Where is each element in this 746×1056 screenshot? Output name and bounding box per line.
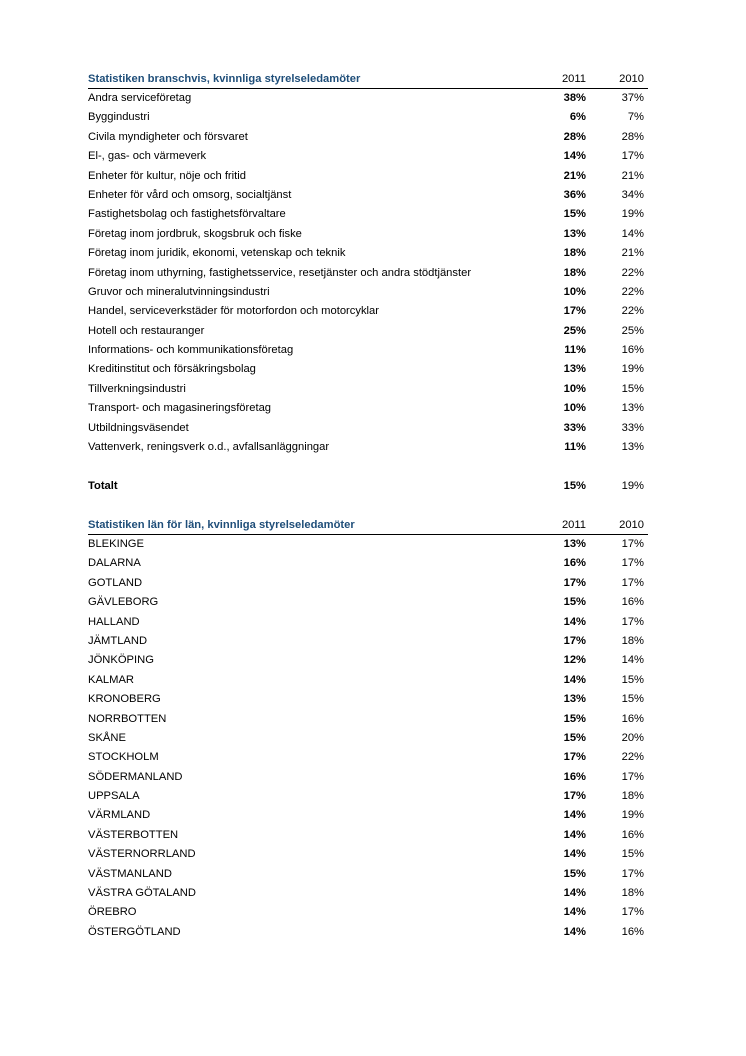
row-value-2011: 18% — [563, 266, 586, 279]
industry-table-title: Statistiken branschvis, kvinnliga styrelseledamöter — [88, 73, 361, 85]
row-value-2010: 18% — [621, 790, 644, 803]
row-value-2011: 14% — [563, 906, 586, 919]
row-label: Hotell och restauranger — [88, 324, 205, 337]
county-table-row — [88, 903, 648, 922]
total-value-2010: 19% — [621, 480, 644, 493]
row-value-2010: 16% — [621, 596, 644, 609]
row-value-2011: 15% — [563, 867, 586, 880]
row-value-2010: 7% — [627, 111, 644, 124]
row-value-2011: 14% — [563, 809, 586, 822]
county-table-row — [88, 787, 648, 806]
row-label: NORRBOTTEN — [88, 712, 167, 725]
industry-table-row — [88, 302, 648, 321]
row-value-2010: 17% — [621, 538, 644, 550]
county-table-row — [88, 884, 648, 903]
industry-table-row — [88, 244, 648, 263]
row-value-2011: 11% — [564, 441, 586, 454]
row-label: JÄMTLAND — [88, 634, 148, 647]
industry-table-row — [88, 380, 648, 399]
row-value-2011: 13% — [563, 363, 586, 376]
row-value-2011: 14% — [563, 828, 586, 841]
row-value-2010: 21% — [621, 247, 644, 260]
row-value-2011: 14% — [563, 925, 586, 938]
row-label: Utbildningsväsendet — [88, 421, 189, 434]
row-value-2010: 16% — [621, 925, 644, 938]
row-value-2010: 18% — [621, 634, 644, 647]
row-label: JÖNKÖPING — [88, 654, 154, 667]
row-value-2010: 17% — [621, 150, 644, 163]
county-table-row — [88, 535, 648, 554]
county-table-row — [88, 671, 648, 690]
industry-table-row — [88, 147, 648, 166]
row-value-2011: 15% — [563, 712, 586, 725]
row-label: VÄSTRA GÖTALAND — [88, 887, 196, 900]
row-value-2011: 13% — [563, 538, 586, 550]
row-value-2010: 15% — [621, 382, 644, 395]
industry-rows — [88, 89, 648, 457]
row-value-2010: 17% — [621, 576, 644, 589]
row-value-2010: 15% — [621, 693, 644, 706]
row-value-2010: 16% — [621, 828, 644, 841]
industry-table-row — [88, 225, 648, 244]
row-value-2011: 10% — [563, 285, 586, 298]
total-label: Totalt — [88, 480, 118, 493]
row-value-2010: 33% — [621, 421, 644, 434]
county-table-row — [88, 826, 648, 845]
row-value-2011: 17% — [563, 305, 586, 318]
row-label: Företag inom uthyrning, fastighetsservice, resetjänster och andra stödtjänster — [88, 266, 472, 279]
county-table-row — [88, 574, 648, 593]
county-table-row — [88, 923, 648, 942]
industry-table-row — [88, 108, 648, 127]
industry-table-row — [88, 399, 648, 418]
row-label: ÖREBRO — [88, 906, 137, 919]
row-value-2011: 13% — [563, 227, 586, 240]
row-label: Företag inom juridik, ekonomi, vetenskap och teknik — [88, 247, 346, 260]
row-value-2011: 13% — [563, 693, 586, 706]
county-table-row — [88, 710, 648, 729]
row-value-2010: 15% — [621, 848, 644, 861]
county-table-row — [88, 729, 648, 748]
row-value-2010: 17% — [621, 615, 644, 628]
industry-table — [88, 72, 648, 496]
row-label: UPPSALA — [88, 790, 140, 803]
row-value-2010: 17% — [621, 906, 644, 919]
row-value-2011: 17% — [563, 751, 586, 764]
row-value-2010: 28% — [621, 130, 644, 143]
county-table — [88, 518, 648, 942]
county-year-2011-header: 2011 — [561, 519, 586, 531]
row-value-2011: 16% — [563, 557, 586, 570]
row-value-2010: 14% — [621, 227, 644, 240]
row-label: Civila myndigheter och försvaret — [88, 130, 248, 143]
row-value-2011: 36% — [563, 188, 586, 201]
industry-table-row — [88, 186, 648, 205]
row-value-2011: 14% — [563, 848, 586, 861]
row-value-2011: 15% — [563, 596, 586, 609]
row-value-2011: 12% — [563, 654, 586, 667]
county-table-row — [88, 593, 648, 612]
row-label: SÖDERMANLAND — [88, 770, 183, 783]
row-value-2011: 17% — [563, 576, 586, 589]
row-label: GOTLAND — [88, 576, 143, 589]
county-table-row — [88, 806, 648, 825]
industry-table-row — [88, 360, 648, 379]
row-value-2011: 14% — [563, 673, 586, 686]
row-label: VÄSTERNORRLAND — [88, 848, 196, 861]
row-label: Andra serviceföretag — [88, 92, 192, 104]
row-label: Kreditinstitut och försäkringsbolag — [88, 363, 256, 376]
industry-table-row — [88, 283, 648, 302]
row-value-2010: 16% — [621, 712, 644, 725]
row-value-2011: 17% — [563, 790, 586, 803]
row-value-2010: 20% — [621, 731, 644, 744]
county-table-row — [88, 651, 648, 670]
row-label: Handel, serviceverkstäder för motorfordon och motorcyklar — [88, 305, 379, 318]
row-label: Företag inom jordbruk, skogsbruk och fiske — [88, 227, 302, 240]
row-label: Vattenverk, reningsverk o.d., avfallsanläggningar — [88, 441, 330, 454]
county-table-row — [88, 845, 648, 864]
row-value-2010: 17% — [621, 557, 644, 570]
row-value-2010: 22% — [621, 285, 644, 298]
county-table-title: Statistiken län för län, kvinnliga styrelseledamöter — [88, 519, 355, 531]
row-value-2011: 6% — [569, 111, 586, 124]
row-label: Enheter för kultur, nöje och fritid — [88, 169, 246, 182]
row-label: VÄSTMANLAND — [88, 867, 172, 880]
row-value-2010: 17% — [621, 770, 644, 783]
industry-table-row — [88, 167, 648, 186]
industry-table-row — [88, 89, 648, 108]
row-value-2011: 17% — [563, 634, 586, 647]
total-value-2011: 15% — [563, 480, 586, 493]
row-label: Gruvor och mineralutvinningsindustri — [88, 285, 270, 298]
county-table-row — [88, 865, 648, 884]
industry-table-row — [88, 438, 648, 457]
row-label: VÄSTERBOTTEN — [88, 828, 179, 841]
row-label: ÖSTERGÖTLAND — [88, 925, 181, 938]
row-value-2011: 33% — [563, 421, 586, 434]
county-table-row — [88, 748, 648, 767]
row-label: KALMAR — [88, 673, 135, 686]
row-label: Fastighetsbolag och fastighetsförvaltare — [88, 208, 286, 221]
row-label: HALLAND — [88, 615, 140, 628]
row-value-2010: 19% — [621, 363, 644, 376]
industry-year-2010-header: 2010 — [619, 73, 644, 85]
row-value-2011: 38% — [563, 92, 586, 104]
row-value-2011: 10% — [563, 382, 586, 395]
row-value-2011: 14% — [563, 150, 586, 163]
row-value-2011: 11% — [564, 344, 586, 357]
county-table-row — [88, 613, 648, 632]
row-label: VÄRMLAND — [88, 809, 151, 822]
row-value-2010: 14% — [621, 654, 644, 667]
row-value-2010: 34% — [621, 188, 644, 201]
row-value-2010: 19% — [621, 208, 644, 221]
row-label: Informations- och kommunikationsföretag — [88, 344, 294, 357]
row-value-2011: 21% — [563, 169, 586, 182]
row-label: DALARNA — [88, 557, 141, 570]
row-value-2010: 16% — [621, 344, 644, 357]
industry-table-row — [88, 264, 648, 283]
row-label: Enheter för vård och omsorg, socialtjänst — [88, 188, 292, 201]
row-value-2010: 19% — [621, 809, 644, 822]
row-value-2011: 14% — [563, 887, 586, 900]
industry-table-row — [88, 128, 648, 147]
row-value-2010: 22% — [621, 305, 644, 318]
row-label: Tillverkningsindustri — [88, 382, 186, 395]
row-value-2010: 21% — [621, 169, 644, 182]
row-value-2011: 25% — [563, 324, 586, 337]
row-value-2011: 16% — [563, 770, 586, 783]
row-value-2010: 22% — [621, 266, 644, 279]
row-value-2010: 22% — [621, 751, 644, 764]
row-label: KRONOBERG — [88, 693, 161, 706]
row-value-2011: 28% — [563, 130, 586, 143]
county-table-row — [88, 554, 648, 573]
industry-year-2011-header: 2011 — [561, 73, 586, 85]
row-value-2011: 10% — [563, 402, 586, 415]
county-year-2010-header: 2010 — [619, 519, 644, 531]
industry-table-header — [88, 72, 648, 89]
row-value-2010: 25% — [621, 324, 644, 337]
row-label: Transport- och magasineringsföretag — [88, 402, 272, 415]
row-value-2010: 37% — [621, 92, 644, 104]
county-table-header — [88, 518, 648, 535]
row-value-2011: 14% — [563, 615, 586, 628]
row-value-2010: 18% — [621, 887, 644, 900]
row-value-2011: 18% — [563, 247, 586, 260]
industry-table-row — [88, 205, 648, 224]
row-value-2010: 13% — [621, 441, 644, 454]
county-rows — [88, 535, 648, 942]
industry-total-row — [88, 477, 648, 496]
row-value-2011: 15% — [563, 731, 586, 744]
row-value-2010: 15% — [621, 673, 644, 686]
row-value-2010: 13% — [621, 402, 644, 415]
row-label: Byggindustri — [88, 111, 150, 124]
row-label: El-, gas- och värmeverk — [88, 150, 207, 163]
row-label: BLEKINGE — [88, 538, 144, 550]
row-value-2010: 17% — [621, 867, 644, 880]
county-table-row — [88, 768, 648, 787]
row-value-2011: 15% — [563, 208, 586, 221]
row-label: SKÅNE — [88, 731, 126, 744]
county-table-row — [88, 632, 648, 651]
industry-table-row — [88, 419, 648, 438]
row-label: STOCKHOLM — [88, 751, 159, 764]
county-table-row — [88, 690, 648, 709]
row-label: GÄVLEBORG — [88, 596, 159, 609]
industry-table-row — [88, 322, 648, 341]
industry-table-row — [88, 341, 648, 360]
